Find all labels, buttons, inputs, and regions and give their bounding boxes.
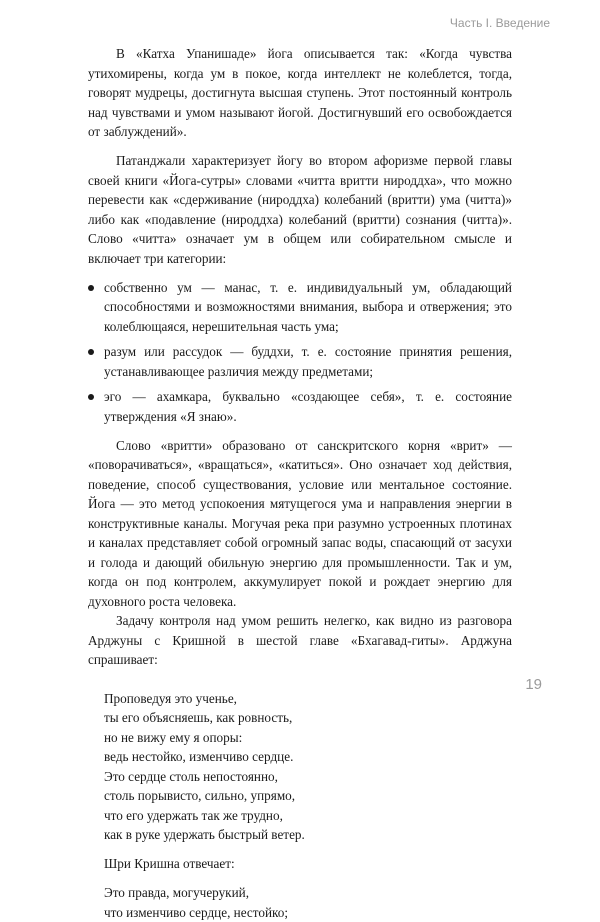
page-body <box>88 44 512 922</box>
verse-line: ты его объясняешь, как ровность, <box>104 708 512 728</box>
paragraph: В «Катха Упанишаде» йога описывается так: «Когда чувства утихомирены, когда ум в покое, когда интеллект не колеблется, тогда, говорят мудрецы, достигнута высшая ступень. Этот постоянный контроль над чувствами и умом называют йогой. Достигнувший его освобождается от заблуждений». <box>88 44 512 142</box>
speaker-line: Шри Кришна отвечает: <box>88 854 512 874</box>
verse-line: что его удержать так же трудно, <box>104 806 512 826</box>
verse-block <box>88 689 512 845</box>
verse-line: как в руке удержать быстрый ветер. <box>104 825 512 845</box>
bullet-icon <box>88 349 94 355</box>
verse-line: столь порывисто, сильно, упрямо, <box>104 786 512 806</box>
list-item-text: разум или рассудок — буддхи, т. е. состояние принятия решения, устанавливающее различия между предметами; <box>104 344 512 379</box>
bullet-list <box>88 278 512 427</box>
verse-block <box>88 883 512 922</box>
paragraph: Патанджали характеризует йогу во втором афоризме первой главы своей книги «Йога-сутры» словами «читта вритти нироддха», что можно перевести как «сдерживание (нироддха) колебаний (вритти) ума (читта)» либо как «подавление (нироддха) колебаний (вритти) сознания (читта)». Слово «читта» означает ум в общем или собирательном смысле и включает три категории: <box>88 151 512 268</box>
page-number: 19 <box>525 676 542 693</box>
list-item <box>88 387 512 426</box>
list-item <box>88 278 512 337</box>
paragraph: Слово «вритти» образовано от санскритского корня «врит» — «поворачиваться», «вращаться», «катиться». Оно означает ход действия, поведение, способ существования, условие или ментальное состояние. Йога — это метод успокоения мятущегося ума и направления энергии в конструктивные каналы. Могучая река при разумно устроенных плотинах и каналах представляет собой огромный запас воды, спасающий от засухи и голода и дающий обильную энергию для промышленности. Так и ум, когда он под контролем, аккумулирует покой и рождает энергию для духовного роста человека. <box>88 436 512 612</box>
paragraph: Задачу контроля над умом решить нелегко, как видно из разговора Арджуны с Кришной в шестой главе «Бхагавад-гиты». Арджуна спрашивает: <box>88 611 512 670</box>
verse-line: ведь нестойко, изменчиво сердце. <box>104 747 512 767</box>
verse-line: Это правда, могучерукий, <box>104 883 512 903</box>
verse-line: Проповедуя это ученье, <box>104 689 512 709</box>
list-item-text: эго — ахамкара, буквально «создающее себя», т. е. состояние утверждения «Я знаю». <box>104 389 512 424</box>
verse-line: что изменчиво сердце, нестойко; <box>104 903 512 922</box>
verse-line: но не вижу ему я опоры: <box>104 728 512 748</box>
list-item-text: собственно ум — манас, т. е. индивидуальный ум, обладающий способностями и возможностями внимания, выбора и отвержения; это колеблющаяся, нерешительная часть ума; <box>104 280 512 334</box>
bullet-icon <box>88 394 94 400</box>
running-head: Часть I. Введение <box>450 16 550 30</box>
bullet-icon <box>88 285 94 291</box>
verse-line: Это сердце столь непостоянно, <box>104 767 512 787</box>
list-item <box>88 342 512 381</box>
